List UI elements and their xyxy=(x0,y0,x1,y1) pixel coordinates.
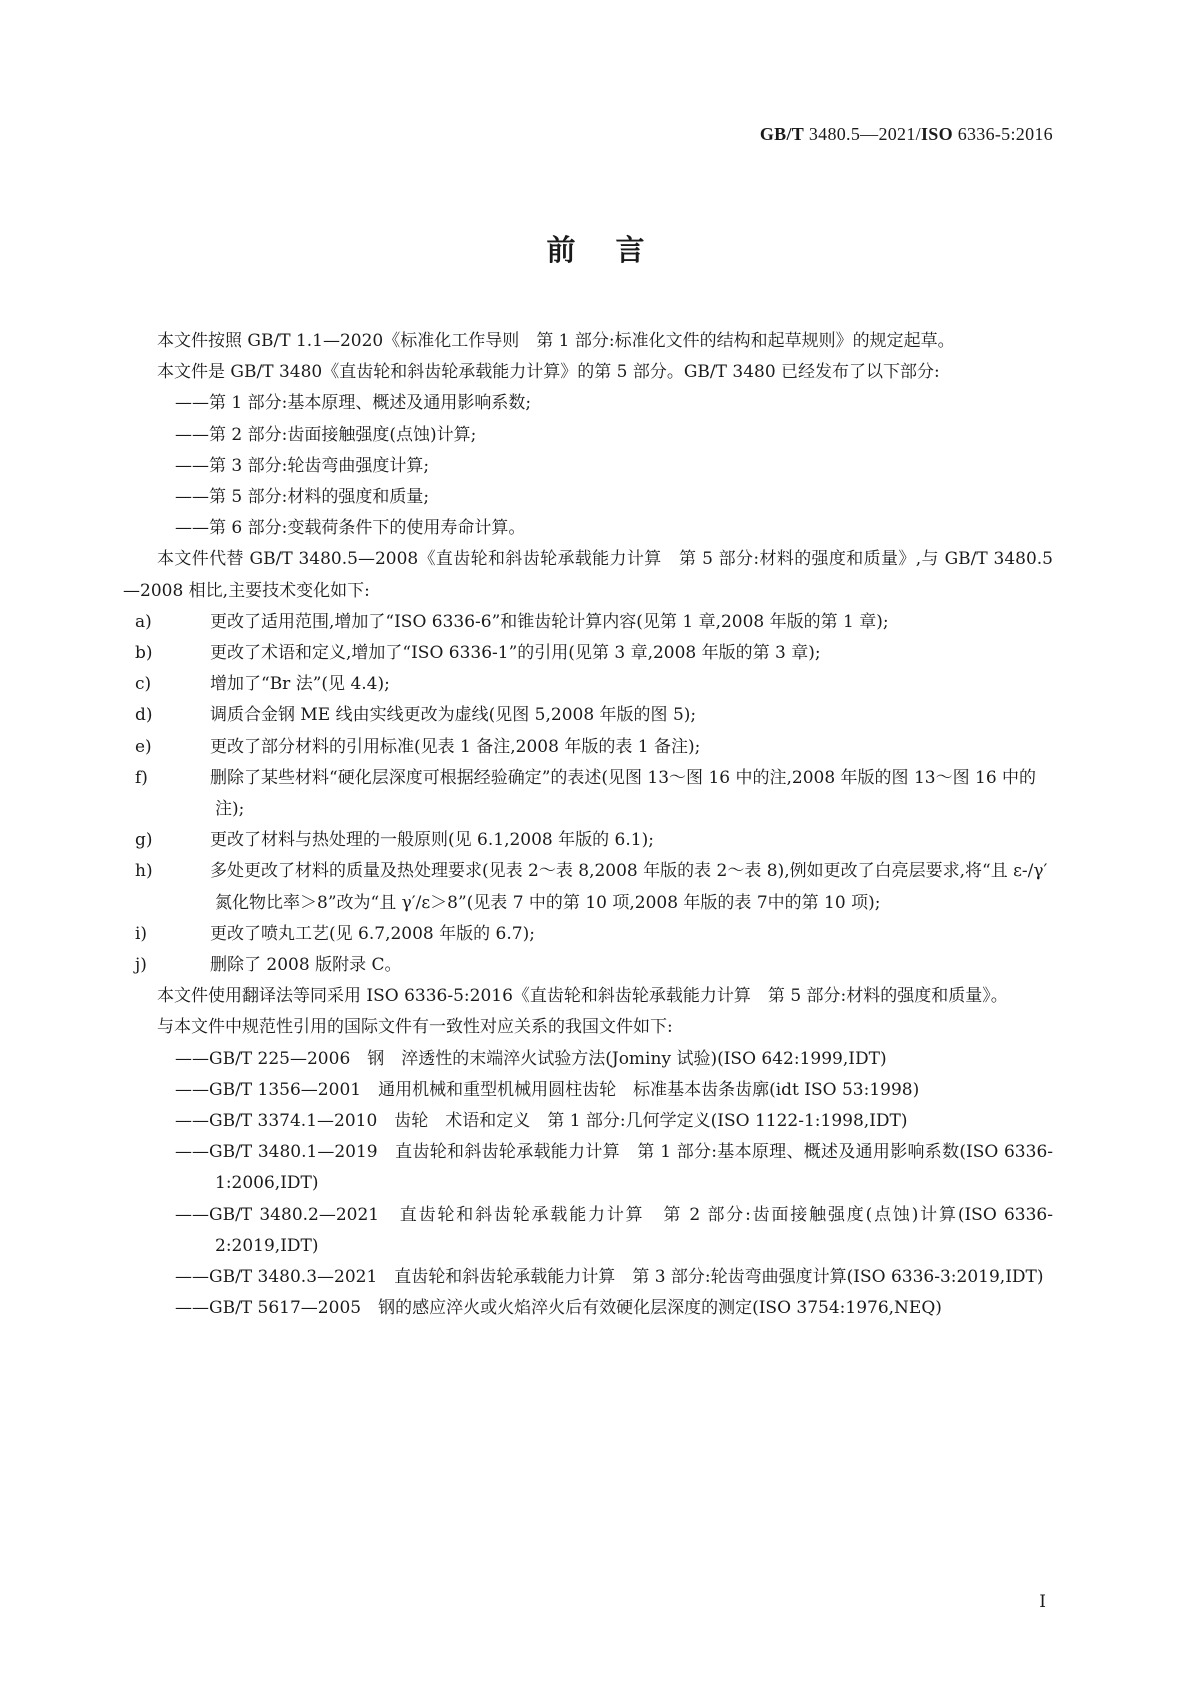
header-code-part-4: 6336-5:2016 xyxy=(952,124,1053,144)
change-text: 更改了适用范围,增加了“ISO 6336-6”和锥齿轮计算内容(见第 1 章,2008 年版的第 1 章); xyxy=(210,611,889,632)
foreword-body xyxy=(123,326,1053,1325)
change-label: g) xyxy=(135,830,153,851)
change-item xyxy=(123,638,1053,669)
change-text: 更改了部分材料的引用标准(见表 1 备注,2008 年版的表 1 备注); xyxy=(210,736,701,757)
reference-item: ——GB/T 3480.3—2021 直齿轮和斜齿轮承载能力计算 第 3 部分:轮齿弯曲强度计算(ISO 6336-3:2019,IDT) xyxy=(175,1267,1044,1288)
change-item xyxy=(123,856,1053,918)
change-item xyxy=(123,732,1053,763)
header-code-part-2: 3480.5—2021/ xyxy=(804,124,921,144)
paragraph-drafting-rules: 本文件按照 GB/T 1.1—2020《标准化工作导则 第 1 部分:标准化文件的结构和起草规则》的规定起草。 xyxy=(157,331,955,351)
change-item xyxy=(123,950,1053,981)
change-label: b) xyxy=(135,643,153,664)
paragraph-replacement: 本文件代替 GB/T 3480.5—2008《直齿轮和斜齿轮承载能力计算 第 5 部分:材料的强度和质量》,与 GB/T 3480.5—2008 相比,主要技术变化如下: xyxy=(123,549,1053,601)
change-text: 更改了术语和定义,增加了“ISO 6336-1”的引用(见第 3 章,2008 年版的第 3 章); xyxy=(210,643,821,664)
change-item xyxy=(123,607,1053,638)
part-list-item: ——第 6 部分:变载荷条件下的使用寿命计算。 xyxy=(175,518,526,539)
change-text: 调质合金钢 ME 线由实线更改为虚线(见图 5,2008 年版的图 5); xyxy=(210,705,697,726)
reference-item: ——GB/T 3480.1—2019 直齿轮和斜齿轮承载能力计算 第 1 部分:基本原理、概述及通用影响系数(ISO 6336-1:2006,IDT) xyxy=(175,1142,1053,1194)
change-item xyxy=(123,825,1053,856)
page-title: 前言 xyxy=(546,233,685,267)
part-list-item: ——第 5 部分:材料的强度和质量; xyxy=(175,487,430,508)
change-item xyxy=(123,700,1053,731)
change-item xyxy=(123,919,1053,950)
change-label: h) xyxy=(135,861,153,882)
change-text: 删除了 2008 版附录 C。 xyxy=(210,955,402,976)
change-label: c) xyxy=(135,674,152,695)
change-text: 多处更改了材料的质量及热处理要求(见表 2～表 8,2008 年版的表 2～表 8),例如更改了白亮层要求,将“且 ε-/γ′氮化物比率＞8”改为“且 γ′/ε＞8”(见表 7 中的第 10 项,2008 年版的表 7中的第 10 项); xyxy=(210,861,1048,913)
part-list-item: ——第 3 部分:轮齿弯曲强度计算; xyxy=(175,455,430,476)
part-list-item: ——第 1 部分:基本原理、概述及通用影响系数; xyxy=(175,393,532,414)
header-code-part-1: GB/T xyxy=(759,124,805,144)
change-label: a) xyxy=(135,611,152,632)
page-number: Ⅰ xyxy=(1039,1592,1046,1612)
change-text: 增加了“Br 法”(见 4.4); xyxy=(210,674,390,695)
change-label: i) xyxy=(135,923,148,944)
part-list-item: ——第 2 部分:齿面接触强度(点蚀)计算; xyxy=(175,424,477,445)
paragraph-series-intro: 本文件是 GB/T 3480《直齿轮和斜齿轮承载能力计算》的第 5 部分。GB/T 3480 已经发布了以下部分: xyxy=(157,362,940,383)
paragraph-references-intro: 与本文件中规范性引用的国际文件有一致性对应关系的我国文件如下: xyxy=(157,1017,673,1038)
change-item xyxy=(123,763,1053,825)
reference-item: ——GB/T 3374.1—2010 齿轮 术语和定义 第 1 部分:几何学定义(ISO 1122-1:1998,IDT) xyxy=(175,1111,908,1132)
reference-item: ——GB/T 3480.2—2021 直齿轮和斜齿轮承载能力计算 第 2 部分:齿面接触强度(点蚀)计算(ISO 6336-2:2019,IDT) xyxy=(175,1204,1053,1256)
change-text: 删除了某些材料“硬化层深度可根据经验确定”的表述(见图 13～图 16 中的注,2008 年版的图 13～图 16 中的注); xyxy=(210,767,1037,820)
change-label: j) xyxy=(135,955,147,976)
change-text: 更改了喷丸工艺(见 6.7,2008 年版的 6.7); xyxy=(210,923,535,944)
change-item xyxy=(123,669,1053,700)
change-label: e) xyxy=(135,736,152,757)
reference-item: ——GB/T 5617—2005 钢的感应淬火或火焰淬火后有效硬化层深度的测定(ISO 3754:1976,NEQ) xyxy=(175,1298,942,1319)
reference-item: ——GB/T 225—2006 钢 淬透性的末端淬火试验方法(Jominy 试验)(ISO 642:1999,IDT) xyxy=(175,1048,887,1069)
reference-item: ——GB/T 1356—2001 通用机械和重型机械用圆柱齿轮 标准基本齿条齿廓(idt ISO 53:1998) xyxy=(175,1079,920,1100)
change-label: d) xyxy=(135,705,153,726)
paragraph-adoption: 本文件使用翻译法等同采用 ISO 6336-5:2016《直齿轮和斜齿轮承载能力计算 第 5 部分:材料的强度和质量》。 xyxy=(157,986,1008,1007)
standard-code-header xyxy=(760,124,1053,145)
header-code-part-3: ISO xyxy=(920,124,953,144)
change-text: 更改了材料与热处理的一般原则(见 6.1,2008 年版的 6.1); xyxy=(210,830,654,851)
change-label: f) xyxy=(135,767,148,788)
